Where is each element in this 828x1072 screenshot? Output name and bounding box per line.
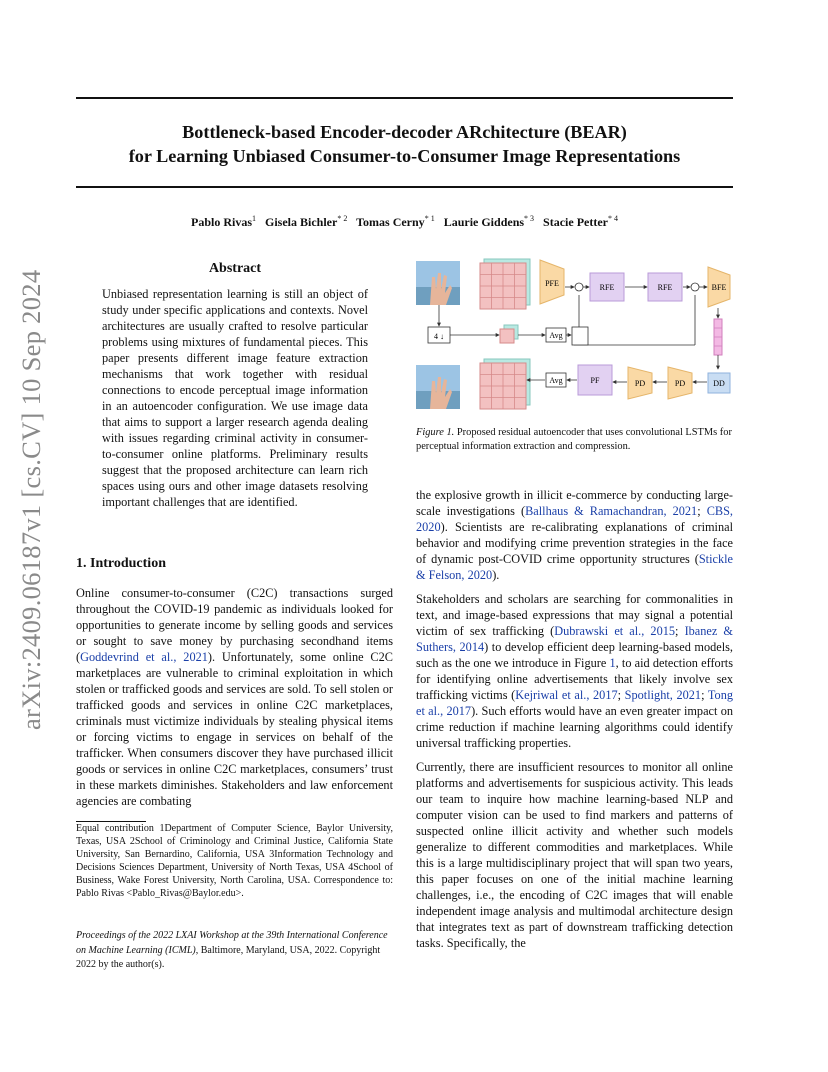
pd-label: PD	[634, 379, 646, 388]
author-name: Pablo Rivas	[190, 215, 252, 229]
arxiv-stamp: arXiv:2409.06187v1 [cs.CV] 10 Sep 2024	[16, 269, 46, 730]
citation-link[interactable]: CBS, 2020	[416, 504, 734, 534]
abstract-text: Unbiased representation learning is still an object of study under specific applications and contexts. Novel architectures are usually crafted to resolve particular problems using mixtures of fundamental pieces. This paper presents different image feature extraction mechanisms that work together with residual connections to encode perceptual image information in an autoencoder configuration. We use image data that aims to support a larger research agenda dealing with issues regarding criminal activity in consumer-to-consumer online platforms. Preliminary results suggest that the proposed architecture can learn rich spaces using ours and other image datasets resolving important challenges that are identified.	[102, 287, 368, 509]
proceedings-rest: , Baltimore, Maryland, USA, 2022. Copyright 2022 by the author(s).	[76, 944, 381, 970]
pd-label: PD	[674, 379, 686, 388]
rfe-label: RFE	[657, 283, 673, 292]
author-affiliation: * 4	[608, 214, 619, 223]
citation-link[interactable]: Spotlight, 2021	[624, 688, 702, 702]
author-name: Gisela Bichler	[265, 215, 338, 229]
body-text: ). Scientists are re-calibrating explanations of criminal behavior and modifying crime prevention strategies in the face of dynamic post-COVID crime opportunity structures (	[416, 520, 733, 566]
body-text: the explosive growth in illicit e-commerce by conducting large-scale investigations (	[416, 488, 733, 518]
body-text: ;	[697, 504, 707, 518]
body-text: ) to develop efficient deep learning-based models, such as the one we introduce in Figure	[416, 640, 733, 670]
author-affiliation: * 1	[424, 214, 435, 223]
body-text: ;	[675, 624, 685, 638]
avg-label: Avg	[549, 376, 563, 385]
author-name: Laurie Giddens	[443, 215, 525, 229]
bottleneck-vector	[714, 319, 722, 355]
author-name: Tomas Cerny	[356, 215, 425, 229]
abstract-heading: Abstract	[208, 261, 262, 276]
citation-link[interactable]: Tong et al., 2017	[416, 688, 733, 718]
body-text: ). Unfortunately, some online C2C marketplaces are vulnerable to criminal exploitation in which stolen or trafficked goods and services are sold. To sell stolen or trafficked goods and services in online C2C marketplaces, criminals must victimize individuals by stealing physical items or forcing victims to engage in services on behalf of the trafficker. When consumers discover they have purchased illicit goods or services in online C2C marketplaces, consumers’ trust in these markets diminishes. Stakeholders and law enforcement agencies are combating	[76, 650, 393, 808]
right-column-body	[416, 487, 733, 959]
citation-link[interactable]: Ibanez & Suthers, 2014	[416, 624, 733, 654]
author-affiliation: * 3	[524, 214, 535, 223]
avg-label: Avg	[549, 331, 563, 340]
latent-box	[572, 327, 588, 345]
feature-grid-stack-top	[480, 259, 530, 309]
citation-link[interactable]: Kejriwal et al., 2017	[515, 688, 618, 702]
reconstructed-image	[416, 365, 460, 409]
author-list	[76, 214, 733, 230]
title-bottom-rule	[76, 186, 733, 188]
author-affiliation: * 2	[337, 214, 348, 223]
downsample-label: 4 ↓	[434, 332, 444, 341]
body-text: , to aid detection efforts for identifying online advertisements that likely involve sex trafficking victims (	[416, 656, 733, 702]
body-text: Online consumer-to-consumer (C2C) transactions surged throughout the COVID-19 pandemic as individuals looked for opportunities to generate income by selling goods and services or sought to save money by purchasing secondhand items (	[76, 586, 393, 664]
figure-reference-link[interactable]: 1	[609, 656, 616, 670]
author-affiliation: 1	[252, 214, 256, 223]
footnote: Equal contribution 1Department of Computer Science, Baylor University, Texas, USA 2School of Criminology and Criminal Justice, California State University, San Bernardino, California, USA 3Information Technology and Decisions Sciences Department, University of North Texas, USA 4School of Business, Wake Forest University, North Carolina, USA. Correspondence to: Pablo Rivas <Pablo_Rivas@Baylor.edu>.	[76, 823, 393, 899]
figure-caption-label: Figure 1.	[416, 427, 455, 438]
citation-link[interactable]: Stickle & Felson, 2020	[416, 552, 733, 582]
sum-node	[691, 283, 699, 291]
rfe-label: RFE	[599, 283, 615, 292]
body-text: ;	[617, 688, 625, 702]
figure-caption-text: Proposed residual autoencoder that uses convolutional LSTMs for perceptual information extraction and compression.	[416, 427, 732, 452]
citation-link[interactable]: Goddevrind et al., 2021	[80, 650, 208, 664]
paragraph: Currently, there are insufficient resources to monitor all online platforms and advertisements for suspicious activity. This leads our team to inquire how machine learning-based NLP and computer vision can be used to find markers and patterns of suspected online illicit activity and whether such models generalize to different commodities and marketplaces. While this is a large multidisciplinary project that will span two years, this paper focuses on one of the initial machine learning challenges, i.e., the encoding of C2C images that will enable independent image analysis and multimodal architecture design that integrates text as part of downstream trafficking detection tasks. Specifically, the	[416, 760, 733, 950]
proceedings-venue: Proceedings of the 2022 LXAI Workshop at the 39th International Conference on Machine Learning (ICML)	[76, 930, 388, 956]
figure-architecture-diagram	[416, 255, 733, 415]
citation-link[interactable]: Ballhaus & Ramachandran, 2021	[525, 504, 698, 518]
figure-caption	[416, 426, 733, 454]
body-text: ;	[701, 688, 708, 702]
author-name: Stacie Petter	[543, 215, 609, 229]
feature-grid-stack-bottom	[480, 359, 530, 409]
title-top-rule	[76, 97, 733, 99]
body-text: ).	[492, 568, 500, 582]
introduction-paragraph	[76, 585, 393, 809]
pf-label: PF	[590, 376, 600, 385]
body-text: Stakeholders and scholars are searching for commonalities in text, and image-based expressions that may signal a potential victim of sex trafficking (	[416, 592, 733, 638]
title-line-1: Bottleneck-based Encoder-decoder ARchitecture (BEAR)	[182, 122, 627, 142]
body-text: ). Such efforts would have an even greater impact on crime reduction if machine learning algorithms could identify universal trafficking properties.	[416, 704, 733, 750]
sum-node	[575, 283, 583, 291]
pfe-label: PFE	[545, 279, 559, 288]
paragraph	[416, 487, 733, 583]
citation-link[interactable]: Dubrawski et al., 2015	[554, 624, 676, 638]
small-feature-grid	[500, 325, 518, 343]
title-line-2: for Learning Unbiased Consumer-to-Consumer Image Representations	[128, 146, 681, 166]
dd-label: DD	[713, 379, 725, 388]
input-image	[416, 261, 460, 305]
paper-title	[76, 120, 733, 168]
proceedings-note	[76, 929, 393, 973]
paragraph	[416, 591, 733, 751]
bfe-label: BFE	[711, 283, 727, 292]
section-heading-introduction: 1. Introduction	[76, 556, 166, 571]
